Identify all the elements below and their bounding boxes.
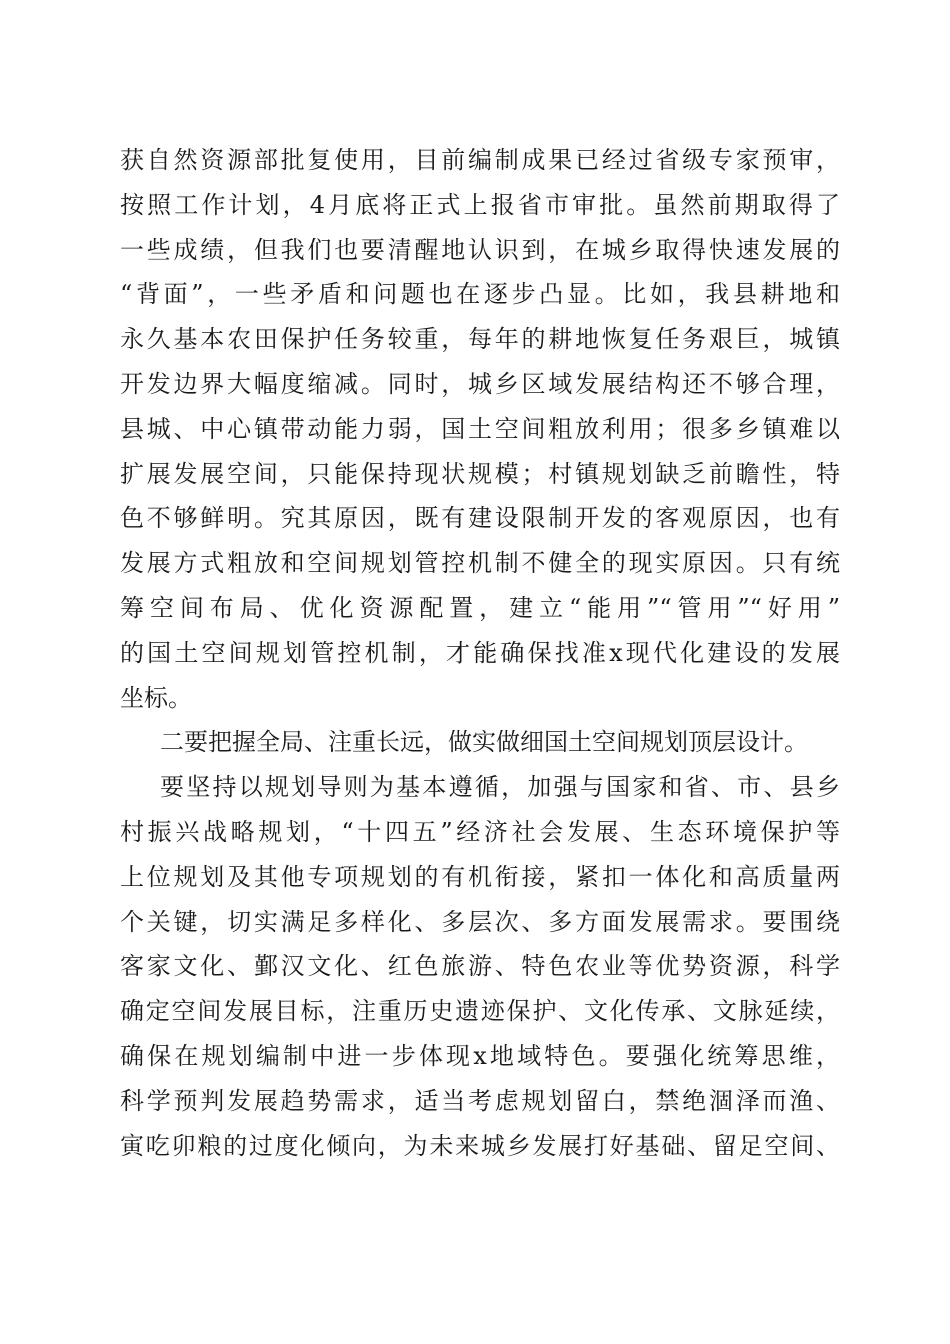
- body-text: [120, 138, 840, 1168]
- text-line: 个关键，切实满足多样化、多层次、多方面发展需求。要围绕: [120, 907, 840, 936]
- text-line: 客家文化、鄞汉文化、红色旅游、特色农业等优势资源，科学: [120, 952, 840, 981]
- text-line: 要坚持以规划导则为基本遵循，加强与国家和省、市、县乡: [160, 773, 840, 802]
- text-line: 确定空间发展目标，注重历史遗迹保护、文化传承、文脉延续，: [120, 997, 840, 1026]
- text-line: 永久基本农田保护任务较重，每年的耕地恢复任务艰巨，城镇: [120, 325, 840, 354]
- text-line: 坐标。: [120, 683, 192, 712]
- text-line: 筹空间布局、优化资源配置，建立“能用”“管用”“好用”: [120, 593, 840, 622]
- text-line: 获自然资源部批复使用，目前编制成果已经过省级专家预审，: [120, 146, 840, 174]
- text-line: 色不够鲜明。究其原因，既有建设限制开发的客观原因，也有: [120, 504, 840, 533]
- text-line: 按照工作计划，4月底将正式上报省市审批。虽然前期取得了: [120, 190, 840, 219]
- text-line: 县城、中心镇带动能力弱，国土空间粗放利用；很多乡镇难以: [120, 414, 840, 443]
- text-line: 的国土空间规划管控机制，才能确保找准x现代化建设的发展: [120, 638, 840, 667]
- section-heading: 二要把握全局、注重长远，做实做细国土空间规划顶层设计。: [160, 728, 808, 757]
- text-line: 上位规划及其他专项规划的有机衔接，紧扣一体化和高质量两: [120, 862, 840, 891]
- text-line: 科学预判发展趋势需求，适当考虑规划留白，禁绝涸泽而渔、: [120, 1086, 840, 1115]
- text-line: 寅吃卯粮的过度化倾向，为未来城乡发展打好基础、留足空间、: [120, 1131, 840, 1160]
- text-line: 确保在规划编制中进一步体现x地域特色。要强化统筹思维，: [120, 1041, 840, 1070]
- text-line: “背面”，一些矛盾和问题也在逐步凸显。比如，我县耕地和: [120, 280, 840, 309]
- text-line: 一些成绩，但我们也要清醒地认识到，在城乡取得快速发展的: [120, 235, 840, 264]
- text-line: 扩展发展空间，只能保持现状规模；村镇规划缺乏前瞻性，特: [120, 459, 840, 488]
- text-line: 发展方式粗放和空间规划管控机制不健全的现实原因。只有统: [120, 549, 840, 578]
- text-line: 开发边界大幅度缩减。同时，城乡区域发展结构还不够合理，: [120, 369, 840, 398]
- text-line: 村振兴战略规划，“十四五”经济社会发展、生态环境保护等: [120, 817, 840, 846]
